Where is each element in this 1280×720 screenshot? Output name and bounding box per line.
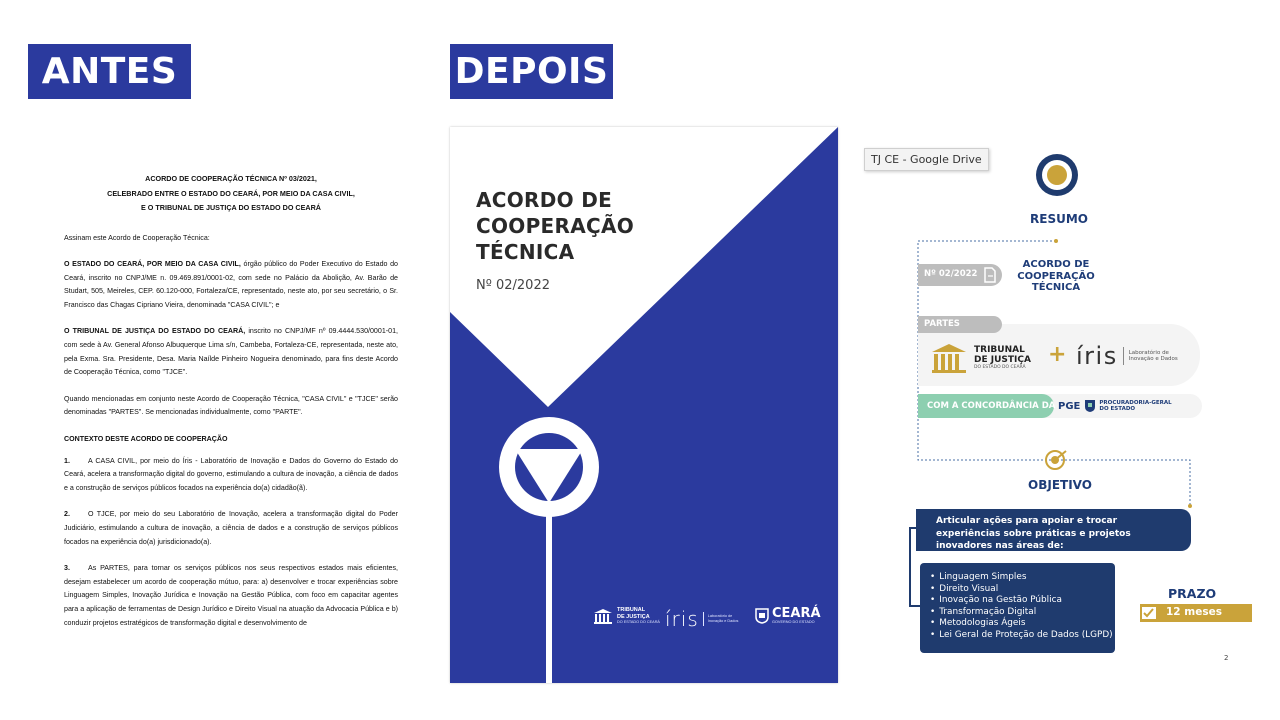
iris-wordmark: íris — [1076, 342, 1118, 370]
tjce-logo-summary — [930, 342, 1031, 374]
partes-box — [918, 324, 1200, 386]
tj-top: TRIBUNAL — [974, 345, 1025, 355]
pge-logo — [1058, 399, 1172, 413]
areas-list — [920, 563, 1115, 653]
prazo-heading: PRAZO — [1168, 586, 1217, 601]
list-item: • Metodologias Ágeis — [930, 618, 1115, 630]
cover-title-line: ACORDO DE — [476, 188, 613, 212]
party-1-text: órgão público do Poder Executivo do Estado do Ceará, inscrito no CNPJ/ME n. 09.469.891/0001-02, com sede no Palácio da Abolição, Av. Barão de Studart, 505, Meireles, CEP. 60.120-000, Fortaleza/CE, representado, neste ato, por seu secretário, o Sr. Francisco das Chagas Cipriano Vieira, denominada "CASA CIVIL"; e — [64, 260, 398, 309]
list-item: • Inovação na Gestão Pública — [930, 595, 1115, 607]
target-icon — [1034, 152, 1080, 198]
list-item: • Lei Geral de Proteção de Dados (LGPD) — [930, 630, 1115, 642]
iris-sub-1: Laboratório de — [1128, 350, 1169, 356]
list-item: • Direito Visual — [930, 584, 1115, 596]
ceara-wordmark: CEARÁ — [772, 606, 821, 621]
concordance-pill — [918, 394, 1054, 418]
partes-pill — [918, 316, 1002, 333]
iris-sub-2: Inovação e Dados — [1128, 356, 1178, 362]
number-pill-text: Nº 02/2022 — [924, 269, 978, 279]
resumo-heading: RESUMO — [1030, 212, 1088, 226]
pge-sub-1: PROCURADORIA-GERAL — [1099, 400, 1172, 406]
iris-logo-summary — [1076, 342, 1178, 370]
party-2-name: O TRIBUNAL DE JUSTIÇA DO ESTADO DO CEARÁ, — [64, 327, 246, 336]
objetivo-heading: OBJETIVO — [1028, 478, 1092, 492]
tj-bottom: DE JUSTIÇA — [974, 354, 1031, 365]
iris-wordmark: íris — [665, 607, 699, 631]
list-item: • Transformação Digital — [930, 607, 1115, 619]
tj-logo-bottom: DE JUSTIÇA — [617, 613, 650, 620]
iris-sub-2: Inovação e Dados — [707, 619, 739, 623]
item-number: 3. — [64, 564, 70, 573]
list-item: • Linguagem Simples — [930, 572, 1115, 584]
concordance-label: COM A CONCORDÂNCIA DA — [927, 401, 1056, 411]
item-text: As PARTES, para tornar os serviços públicos nos seus respectivos estados mais eficientes, desejam estabelecer um acordo de cooperação mútuo, para: a) desenvolver e trocar experiências sobre Linguagem Simples, Inovação Jurídica e Inovação na Gestão Pública, com foco em capacitar agentes para a aplicação de ferramentas de Design Jurídico e Direito Visual na atuação da Advocacia Pública e b) conduzir projetos estratégicos de transformação digital e desenvolvimento de — [64, 564, 398, 627]
objetivo-box: Articular ações para apoiar e trocar experiências sobre práticas e projetos inovadores nas áreas de: — [916, 509, 1191, 551]
cover-title-line: COOPERAÇÃO — [476, 214, 635, 238]
document-title-line: CELEBRADO ENTRE O ESTADO DO CEARÁ, POR MEIO DA CASA CIVIL, — [107, 188, 355, 198]
item-number: 1. — [64, 456, 70, 465]
plus-sign: + — [1048, 342, 1067, 367]
tj-sub: DO ESTADO DO CEARÁ — [974, 365, 1026, 370]
iris-divider — [1123, 347, 1124, 365]
prazo-value: 12 meses — [1166, 606, 1222, 618]
cover-number: Nº 02/2022 — [476, 278, 550, 293]
state-crest-icon — [1084, 399, 1096, 413]
pge-sub-2: DO ESTADO — [1099, 406, 1136, 412]
tj-logo-top: TRIBUNAL — [617, 607, 646, 613]
before-label: ANTES — [28, 44, 191, 99]
iris-sub-1: Laboratório de — [707, 614, 733, 618]
acordo-title-line: TÉCNICA — [1031, 282, 1081, 293]
page-number: 2 — [1224, 654, 1229, 662]
party-2-text: inscrito no CNPJ/MF nº 09.4444.530/0001-01, com sede à Av. General Afonso Albuquerque Lima s/n, Cambeba, Fortaleza-CE, representada, neste ato, pela Exma. Sra. Presidente, Desa. Maria Naílde Pinheiro Nogueira denominado, para fins deste Acordo de Cooperação Técnica, como "TJCE". — [64, 327, 398, 377]
acordo-title-line: COOPERAÇÃO — [1017, 270, 1095, 282]
after-label: DEPOIS — [450, 44, 613, 99]
item-text: O TJCE, por meio do seu Laboratório de Inovação, acelera a transformação digital do Poder Judiciário, estimulando a cultura de inovação, a ciência de dados e a construção de serviços públicos focados na experiência do(a) jurisdicionado(a). — [64, 510, 398, 546]
courthouse-icon — [930, 342, 968, 374]
document-title-line: ACORDO DE COOPERAÇÃO TÉCNICA Nº 03/2021, — [145, 174, 317, 183]
cover-title-line: TÉCNICA — [476, 240, 575, 264]
pge-box — [1040, 394, 1202, 418]
party-1-name: O ESTADO DO CEARÁ, POR MEIO DA CASA CIVIL, — [64, 260, 241, 269]
document-title-line: E O TRIBUNAL DE JUSTIÇA DO ESTADO DO CEARÁ — [141, 203, 321, 212]
calendar-check-icon — [1141, 606, 1157, 620]
document-intro: Assinam este Acordo de Cooperação Técnica: — [64, 233, 210, 242]
target-arrow-icon — [1044, 448, 1070, 472]
acordo-title-line: ACORDO DE — [1022, 259, 1090, 270]
tj-logo-sub: DO ESTADO DO CEARÁ — [617, 620, 660, 624]
item-text: A CASA CIVIL, por meio do Íris - Laboratório de Inovação e Dados do Governo do Estado do Ceará, acelera a transformação digital do governo, estimulando a cultura de inovação, a ciência de dados e a construção de serviços públicos focados na experiência do(a) cidadão(ã). — [64, 456, 398, 492]
document-partes-definition: Quando mencionadas em conjunto neste Acordo de Cooperação Técnica, "CASA CIVIL" e "TJCE" serão denominadas "PARTES". Se mencionadas individualmente, como "PARTE". — [64, 394, 398, 417]
item-number: 2. — [64, 510, 70, 519]
number-pill — [918, 264, 1002, 286]
partes-label: PARTES — [924, 319, 960, 329]
acordo-title — [1016, 259, 1096, 294]
pge-wordmark: PGE — [1058, 400, 1081, 412]
ceara-sub: GOVERNO DO ESTADO — [772, 620, 815, 624]
drive-tooltip: TJ CE - Google Drive — [864, 148, 989, 171]
document-section-title: CONTEXTO DESTE ACORDO DE COOPERAÇÃO — [64, 435, 228, 444]
document-edit-icon — [982, 267, 998, 283]
